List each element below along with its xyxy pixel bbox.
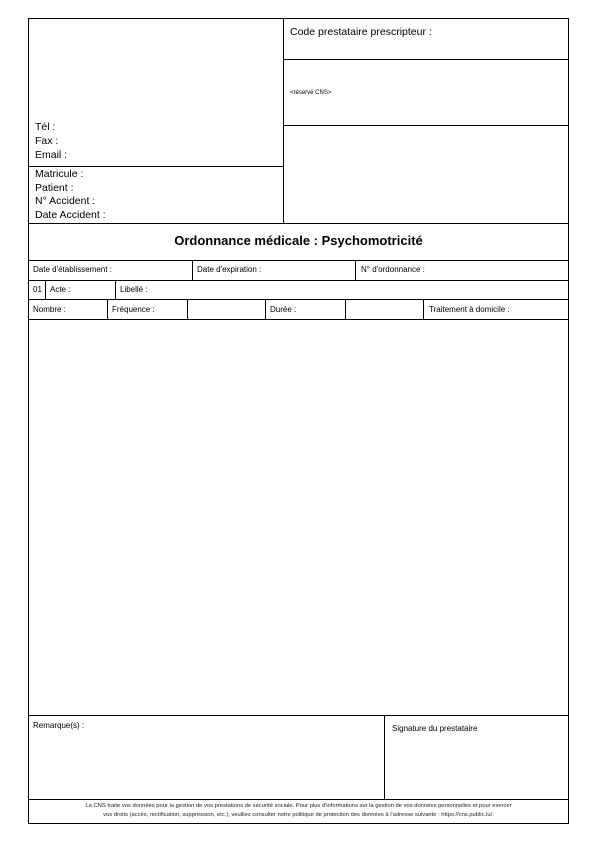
footer-top <box>28 799 569 800</box>
prescriber-code-divider <box>283 59 569 60</box>
date-etablissement-field[interactable]: Date d'établissement : <box>33 265 112 274</box>
remarks-signature-divider <box>384 715 385 799</box>
fax-label: Fax : <box>35 135 59 147</box>
patient-label: Patient : <box>35 181 74 194</box>
row2-divider-a <box>45 280 46 299</box>
reserved-divider <box>283 125 569 126</box>
prescription-body-area[interactable] <box>29 320 568 715</box>
row2-divider-b <box>115 280 116 299</box>
email-label: Email : <box>35 149 68 161</box>
accident-date-label: Date Accident : <box>35 208 106 221</box>
tel-label: Tél : <box>35 121 56 133</box>
row3-divider-d <box>345 299 346 319</box>
row3-top <box>28 299 569 300</box>
date-expiration-field[interactable]: Date d'expiration : <box>197 265 262 274</box>
row1-divider-a <box>192 260 193 280</box>
ordonnance-number-field[interactable]: N° d'ordonnance : <box>361 265 425 274</box>
row3-divider-e <box>423 299 424 319</box>
row3-divider-b <box>187 299 188 319</box>
accident-number-label: N° Accident : <box>35 195 96 207</box>
frequence-field[interactable]: Fréquence : <box>112 305 155 314</box>
remarks-field[interactable]: Remarque(s) : <box>33 721 85 730</box>
domicile-field[interactable]: Traitement à domicile : <box>429 305 510 314</box>
privacy-footer-line1: La CNS traite vos données pour la gestion de vos prestations de sécurité sociale. Pour plus d'informations sur la gestion de vos données personnelles et pour exercer <box>85 803 512 809</box>
patient-block <box>35 168 275 222</box>
reserved-cns-label: <réservé CNS> <box>290 90 332 96</box>
header-divider-vertical <box>283 18 284 223</box>
header-bottom-divider <box>28 223 569 224</box>
line-index: 01 <box>33 285 42 294</box>
row3-divider-a <box>107 299 108 319</box>
privacy-footer <box>32 802 565 819</box>
contact-patient-divider <box>28 166 283 167</box>
libelle-field[interactable]: Libellé : <box>120 285 148 294</box>
contact-block <box>35 120 275 162</box>
matricule-label: Matricule : <box>35 168 84 180</box>
remarks-top <box>28 715 569 716</box>
acte-field[interactable]: Acte : <box>50 285 71 294</box>
row3-divider-c <box>265 299 266 319</box>
page-title: Ordonnance médicale : Psychomotricité <box>174 233 423 248</box>
row1-divider-b <box>355 260 356 280</box>
privacy-footer-line2: vos droits (accès, rectification, suppression, etc.), veuillez consulter notre politique de protection des données à l'adresse suivante : https://cns.public.lu/. <box>103 811 494 818</box>
prescriber-code-label: Code prestataire prescripteur : <box>290 26 432 38</box>
row2-top <box>28 280 569 281</box>
row1-top <box>28 260 569 261</box>
nombre-field[interactable]: Nombre : <box>33 305 66 314</box>
duree-field[interactable]: Durée : <box>270 305 297 314</box>
signature-field[interactable]: Signature du prestataire <box>392 724 478 733</box>
